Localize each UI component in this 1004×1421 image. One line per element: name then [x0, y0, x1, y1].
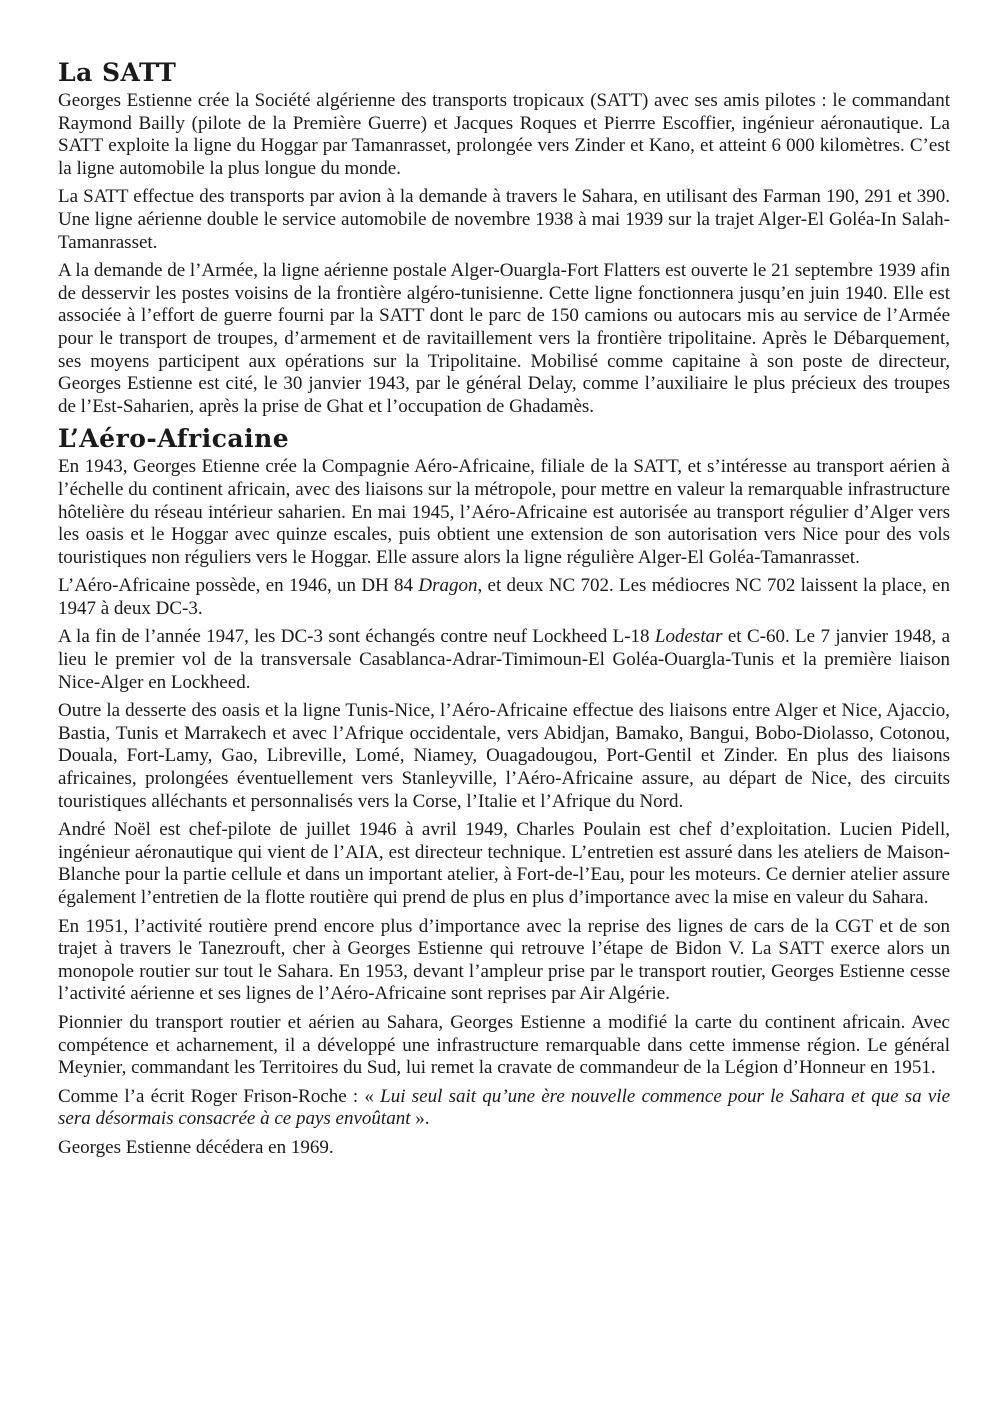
paragraph: Pionnier du transport routier et aérien au Sahara, Georges Estienne a modifié la carte du continent africain. Avec compétence et acharnement, il a développé une infrastructure remarquable dans cette immense région. Le général Meynier, commandant les Territoires du Sud, lui remet la cravate de commandeur de la Légion d’Honneur en 1951. — [58, 1011, 950, 1079]
paragraph: En 1943, Georges Etienne crée la Compagnie Aéro-Africaine, filiale de la SATT, et s’intéresse au transport aérien à l’échelle du continent africain, avec des liaisons sur la métropole, pour mettre en valeur la remarquable infrastructure hôtelière du réseau intérieur saharien. En mai 1945, l’Aéro-Africaine est autorisée au transport régulier d’Alger vers les oasis et le Hoggar avec quinze escales, puis obtient une extension de son autorisation vers Nice pour des vols touristiques non réguliers vers le Hoggar. Elle assure alors la ligne régulière Alger-El Goléa-Tamanrasset. — [58, 456, 950, 568]
paragraph — [58, 626, 950, 694]
paragraph: A la demande de l’Armée, la ligne aérienne postale Alger-Ouargla-Fort Flatters est ouverte le 21 septembre 1939 afin de desservir les postes voisins de la frontière algéro-tunisienne. Cette ligne fonctionnera jusqu’en juin 1940. Elle est associée à l’effort de guerre fourni par la SATT dont le parc de 150 camions ou autocars mis au service de l’Armée pour le transport de troupes, d’armement et de ravitaillement vers la frontière tripolitaine. Après le Débarquement, ses moyens participent aux opérations sur la Tripolitaine. Mobilisé comme capitaine à son poste de directeur, Georges Estienne est cité, le 30 janvier 1943, par le général Delay, comme l’auxiliaire le plus précieux des troupes de l’Est-Saharien, après la prise de Ghat et l’occupation de Ghadamès. — [58, 260, 950, 417]
text-run: ». — [410, 1108, 430, 1130]
aircraft-name: Lodestar — [654, 626, 723, 648]
paragraph — [58, 1086, 950, 1131]
document-page — [58, 58, 950, 1166]
paragraph: En 1951, l’activité routière prend encore plus d’importance avec la reprise des lignes de cars de la CGT et de son trajet à travers le Tanezrouft, cher à Georges Estienne qui retrouve l’étape de Bidon V. La SATT exerce alors un monopole routier sur tout le Sahara. En 1953, devant l’ampleur prise par le transport routier, Georges Estienne cesse l’activité aérienne et ses lignes de l’Aéro-Africaine sont reprises par Air Algérie. — [58, 915, 950, 1005]
aircraft-name: Dragon — [418, 575, 478, 597]
paragraph: La SATT effectue des transports par avion à la demande à travers le Sahara, en utilisant des Farman 190, 291 et 390. Une ligne aérienne double le service automobile de novembre 1938 à mai 1939 sur la trajet Alger-El Goléa-In Salah-Tamanrasset. — [58, 186, 950, 253]
paragraph: André Noël est chef-pilote de juillet 1946 à avril 1949, Charles Poulain est chef d’exploitation. Lucien Pidell, ingénieur aéronautique qui vient de l’AIA, est directeur technique. L’entretien est assuré dans les ateliers de Maison-Blanche pour la partie cellule et dans un important atelier, à Fort-de-l’Eau, pour les moteurs. Ce dernier atelier assure également l’entretien de la flotte routière qui prend de plus en plus d’importance avec la mise en valeur du Sahara. — [58, 819, 950, 908]
text-run: L’Aéro-Africaine possède, en 1946, un DH 84 — [58, 575, 419, 597]
section-heading-aero-africaine: L’Aéro-Africaine — [58, 424, 290, 454]
text-run: Comme l’a écrit Roger Frison-Roche : « — [58, 1085, 381, 1107]
section-heading-satt: La SATT — [58, 58, 177, 87]
text-run: et C-60. Le 7 janvier 1948, a lieu le premier vol de la transversale Casablanca-Adrar-Timimoun-El Goléa-Ouargla-Tunis et la première liaison Nice-Alger en Lockheed. — [58, 626, 951, 693]
text-run: , et deux NC 702. Les médiocres NC 702 laissent la place, en 1947 à deux DC-3. — [58, 575, 950, 619]
paragraph: Georges Estienne décédera en 1969. — [58, 1136, 334, 1158]
quotation: Lui seul sait qu’une ère nouvelle commence pour le Sahara et que sa vie sera désormais consacrée à ce pays envoûtant — [58, 1085, 951, 1130]
text-run: A la fin de l’année 1947, les DC-3 sont échangés contre neuf Lockheed L-18 — [58, 626, 655, 648]
paragraph: Georges Estienne crée la Société algérienne des transports tropicaux (SATT) avec ses amis pilotes : le commandant Raymond Bailly (pilote de la Première Guerre) et Jacques Roques et Pierrre Escoffier, ingénieur aéronautique. La SATT exploite la ligne du Hoggar par Tamanrasset, prolongée vers Zinder et Kano, et atteint 6 000 kilomètres. C’est la ligne automobile la plus longue du monde. — [58, 90, 950, 179]
paragraph: Outre la desserte des oasis et la ligne Tunis-Nice, l’Aéro-Africaine effectue des liaisons entre Alger et Nice, Ajaccio, Bastia, Tunis et Marrakech et avec l’Afrique occidentale, vers Abidjan, Bamako, Bangui, Bobo-Diolasso, Cotonou, Douala, Fort-Lamy, Gao, Libreville, Lomé, Niamey, Ouagadougou, Port-Gentil et Zinder. En plus des liaisons africaines, prolongées éventuellement vers Stanleyville, l’Aéro-Africaine assure, au départ de Nice, des circuits touristiques alléchants et personnalisés vers la Corse, l’Italie et l’Afrique du Nord. — [58, 700, 950, 812]
paragraph — [58, 575, 950, 620]
